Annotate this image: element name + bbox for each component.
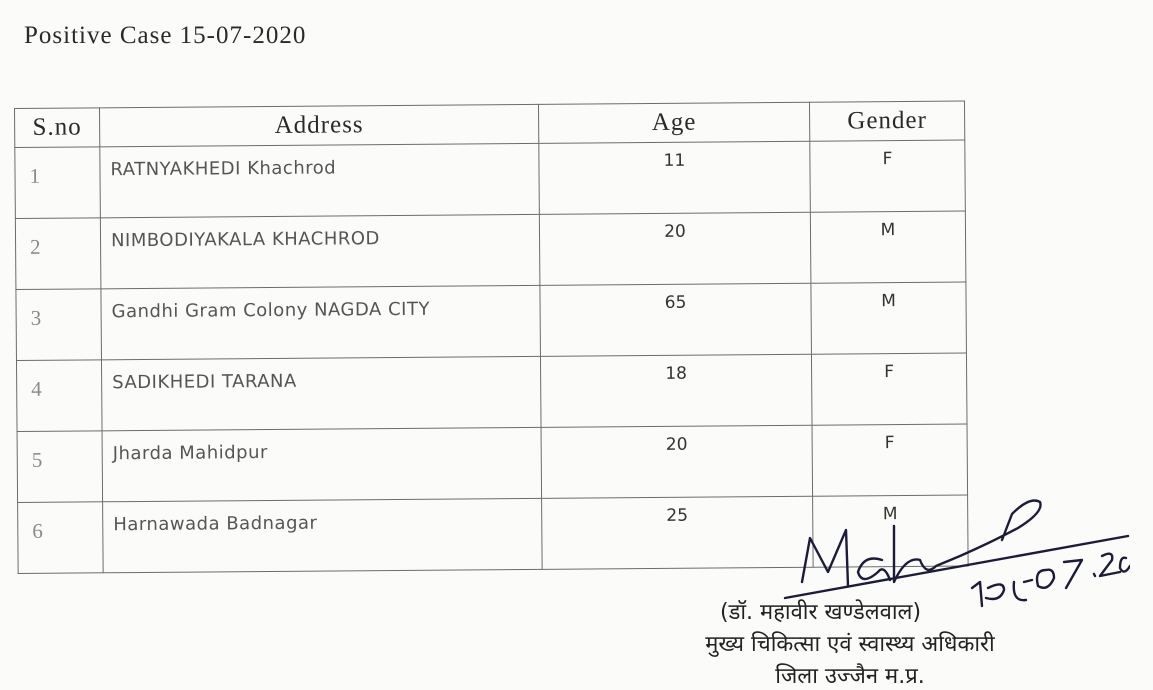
cell-sno: 3 [16, 289, 102, 361]
cell-age: 25 [542, 496, 814, 569]
officer-district: जिला उज्जैन म.प्र. [775, 664, 925, 689]
cell-gender: F [812, 424, 968, 496]
cell-gender: M [811, 282, 967, 354]
cell-sno: 1 [15, 147, 101, 219]
cell-address: RATNYAKHEDI Khachrod [100, 143, 540, 217]
cell-age: 20 [539, 212, 811, 285]
cell-age: 11 [539, 141, 811, 214]
cell-sno: 2 [15, 218, 101, 290]
cell-sno: 6 [18, 502, 104, 574]
table-row [15, 140, 966, 218]
header-age: Age [538, 102, 809, 143]
cell-gender: M [813, 495, 969, 567]
signature-block [650, 490, 1130, 689]
cell-gender: M [810, 211, 966, 283]
table-row [15, 211, 966, 289]
cell-age: 20 [541, 425, 813, 498]
officer-designation: मुख्य चिकित्सा एवं स्वास्थ्य अधिकारी [705, 632, 995, 657]
table-row [16, 353, 967, 431]
cell-address: Jharda Mahidpur [102, 427, 542, 501]
header-sno: S.no [15, 108, 100, 148]
cell-gender: F [811, 353, 967, 425]
cell-address: SADIKHEDI TARANA [101, 356, 541, 430]
cell-sno: 4 [16, 360, 102, 432]
page-title: Positive Case 15-07-2020 [24, 22, 307, 49]
cell-address: Harnawada Badnagar [103, 498, 543, 572]
cell-sno: 5 [17, 431, 103, 503]
cell-address: Gandhi Gram Colony NAGDA CITY [101, 285, 541, 359]
cell-gender: F [810, 140, 966, 212]
cell-age: 65 [540, 283, 812, 356]
officer-name: (डॉ. महावीर खण्डेलवाल) [720, 600, 922, 625]
cell-address: NIMBODIYAKALA KHACHROD [100, 214, 540, 288]
header-gender: Gender [809, 101, 964, 141]
header-address: Address [100, 104, 539, 146]
table-row [16, 282, 967, 360]
cell-age: 18 [540, 354, 812, 427]
